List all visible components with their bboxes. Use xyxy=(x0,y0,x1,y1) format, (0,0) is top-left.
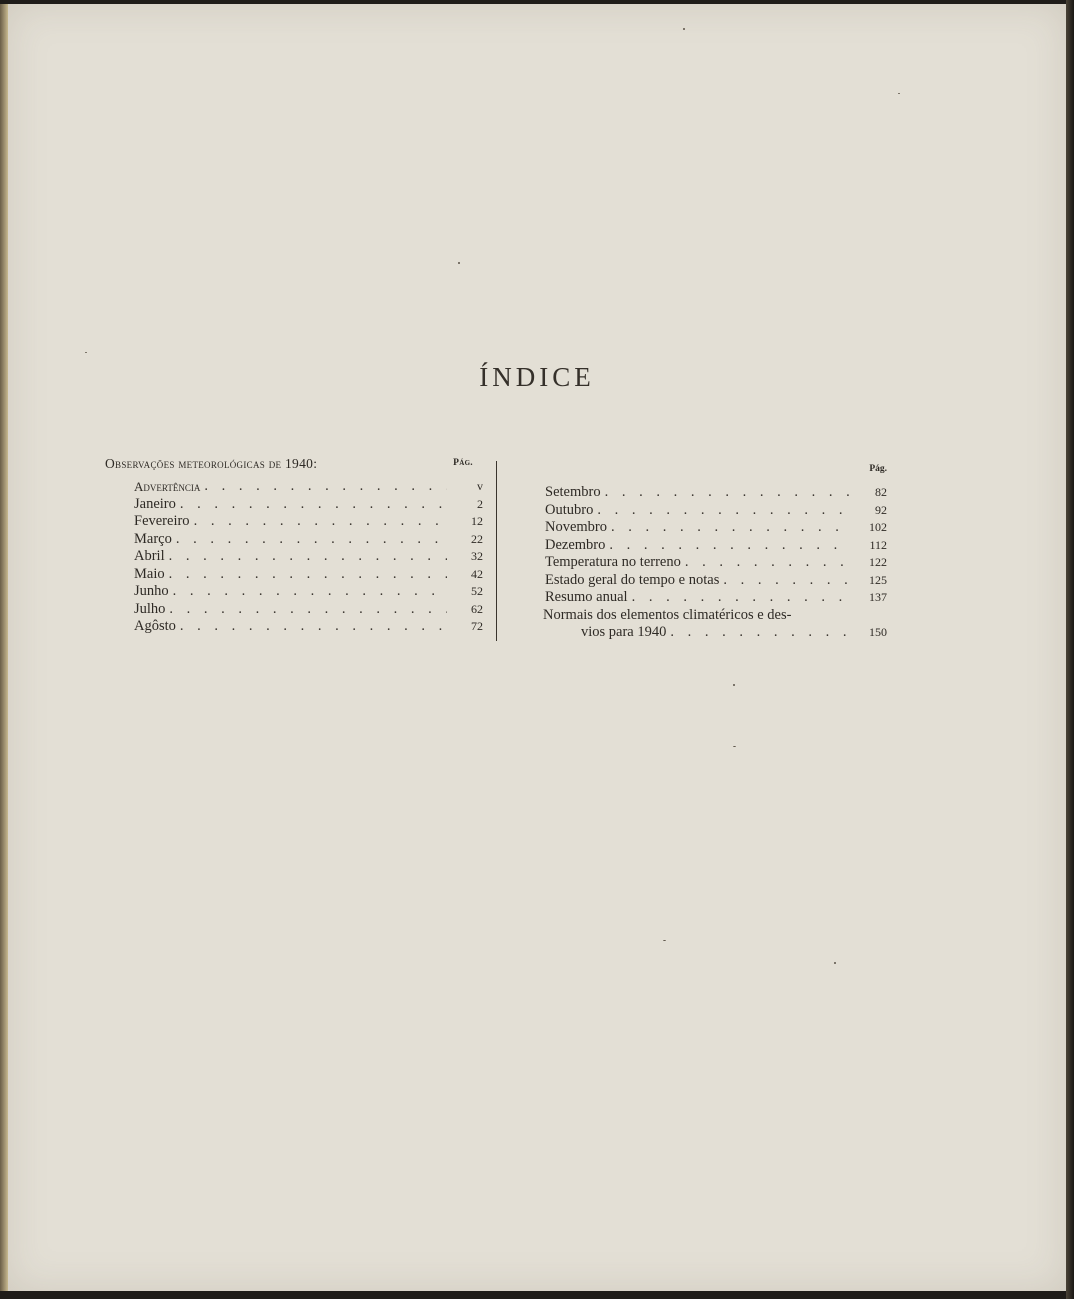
leader-dots xyxy=(173,583,447,601)
toc-entry xyxy=(105,478,483,496)
leader-dots xyxy=(609,537,851,555)
leader-dots xyxy=(611,519,851,537)
leader-dots xyxy=(169,601,447,619)
toc-entry-label: Maio xyxy=(134,565,165,582)
toc-entry-page: 150 xyxy=(869,625,887,639)
leader-dots xyxy=(176,531,447,549)
toc-entry-page: 52 xyxy=(471,584,483,598)
toc-entry xyxy=(105,601,483,619)
toc-entry xyxy=(105,618,483,636)
toc-entry-page: 72 xyxy=(471,619,483,633)
toc-entry-label: Junho xyxy=(134,583,169,599)
toc-entry-page: 92 xyxy=(875,502,887,517)
toc-entry xyxy=(105,583,483,601)
toc-entry-label: vios para 1940 xyxy=(581,624,667,640)
section-heading-text: Observações meteorológicas de 1940: xyxy=(105,456,318,471)
toc-entry-label: Dezembro xyxy=(545,536,606,553)
toc-entry-label: Resumo anual xyxy=(545,589,628,605)
leader-dots xyxy=(169,548,447,566)
leader-dots xyxy=(723,572,851,590)
toc-entry-page: 125 xyxy=(869,572,887,587)
book-page xyxy=(8,4,1066,1291)
toc-entry-page: 2 xyxy=(477,496,483,511)
toc-left-column xyxy=(105,456,483,636)
toc-entry xyxy=(541,554,887,572)
toc-entry-page: 122 xyxy=(869,555,887,569)
toc-entry xyxy=(105,566,483,584)
paper-speck xyxy=(733,684,735,686)
toc-entry xyxy=(541,484,887,502)
paper-speck xyxy=(898,93,900,94)
toc-entry-page: 32 xyxy=(471,549,483,563)
column-divider xyxy=(496,461,497,641)
toc-entry-multiline-first: Normais dos elementos climatéricos e des- xyxy=(543,606,792,623)
leader-dots xyxy=(605,484,851,502)
toc-entry-page: 22 xyxy=(471,531,483,546)
toc-entry-page: 42 xyxy=(471,566,483,581)
leader-dots xyxy=(204,478,447,496)
toc-entry-label: Novembro xyxy=(545,519,608,535)
toc-entry-label: Janeiro xyxy=(134,495,176,512)
toc-entry xyxy=(541,589,887,607)
toc-entry xyxy=(541,537,887,555)
leader-dots xyxy=(670,624,851,642)
leader-dots xyxy=(597,502,851,520)
page-column-label: Pág. xyxy=(869,464,887,474)
toc-entry-label: Estado geral do tempo e notas xyxy=(545,571,720,588)
toc-entry-label: Advertência xyxy=(134,479,201,494)
leader-dots xyxy=(685,554,851,572)
toc-entry-label: Abril xyxy=(134,548,165,564)
page-edge-left xyxy=(0,4,8,1291)
leader-dots xyxy=(169,566,447,584)
toc-entry xyxy=(105,513,483,531)
toc-entry xyxy=(541,572,887,590)
toc-entry-label: Outubro xyxy=(545,501,594,518)
leader-dots xyxy=(194,513,447,531)
toc-entry-label: Temperatura no terreno xyxy=(545,554,681,570)
page-column-label: Pág. xyxy=(453,458,473,468)
toc-entry xyxy=(541,502,887,520)
toc-entry-page: 102 xyxy=(869,520,887,534)
paper-speck xyxy=(834,962,836,964)
paper-speck xyxy=(663,940,666,941)
paper-speck xyxy=(458,262,460,264)
toc-entry-page: 112 xyxy=(869,537,887,552)
toc-entry xyxy=(541,519,887,537)
toc-entry-label: Março xyxy=(134,530,172,547)
paper-speck xyxy=(683,28,685,30)
leader-dots xyxy=(180,496,447,514)
page-title: ÍNDICE xyxy=(479,362,595,392)
toc-left-list xyxy=(105,478,483,636)
leader-dots xyxy=(632,589,851,607)
paper-speck xyxy=(85,352,87,353)
toc-entry-page: 12 xyxy=(471,514,483,528)
paper-speck xyxy=(733,746,736,747)
toc-entry-label: Julho xyxy=(134,600,166,617)
toc-entry-label: Setembro xyxy=(545,484,601,500)
toc-entry-page: 82 xyxy=(875,485,887,499)
toc-entry xyxy=(105,496,483,514)
toc-right-list xyxy=(541,484,887,642)
toc-entry-page: v xyxy=(477,479,483,493)
toc-entry xyxy=(541,624,887,642)
section-heading xyxy=(105,456,483,478)
toc-entry-label: Agôsto xyxy=(134,618,176,634)
toc-right-column xyxy=(541,466,887,642)
toc-entry xyxy=(105,531,483,549)
toc-entry-label: Fevereiro xyxy=(134,513,190,529)
toc-entry-page: 62 xyxy=(471,601,483,616)
leader-dots xyxy=(180,618,447,636)
page-edge-right xyxy=(1066,0,1074,1299)
toc-entry xyxy=(105,548,483,566)
toc-entry-page: 137 xyxy=(869,590,887,604)
